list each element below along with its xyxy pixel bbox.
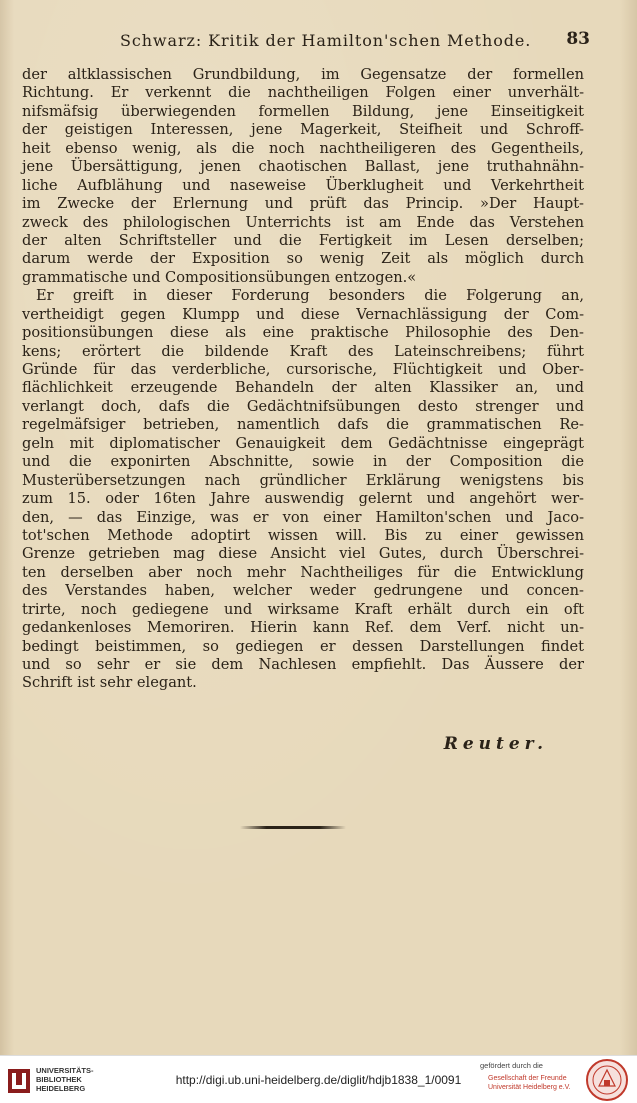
funded-by-label: gefördert durch die xyxy=(480,1061,543,1070)
library-name-line: UNIVERSITÄTS- xyxy=(36,1066,94,1075)
society-name-line: Gesellschaft der Freunde xyxy=(488,1075,567,1082)
society-name-line: Universität Heidelberg e.V. xyxy=(488,1084,571,1091)
text-line: Musterübersetzungen nach gründlicher Erklärung wenigstens bis xyxy=(22,471,584,489)
library-name-line: HEIDELBERG xyxy=(36,1084,86,1093)
text-line: zum 15. oder 16ten Jahre auswendig gelernt und angehört wer- xyxy=(22,490,584,508)
text-line: jene Übersättigung, jenen chaotischen Ballast, jene truthahnähn- xyxy=(22,158,584,176)
text-line: und so sehr er sie dem Nachlesen empfiehlt. Das Äussere der xyxy=(22,656,584,673)
text-line: ten derselben aber noch mehr Nachtheiliges für die Entwicklung xyxy=(22,563,584,581)
text-line: verlangt doch, dafs die Gedächtnifsübungen desto strenger und xyxy=(22,397,584,415)
text-line: gedankenloses Memoriren. Hierin kann Ref. dem Verf. nicht un- xyxy=(22,619,584,637)
text-line: Grenze getrieben mag diese Ansicht viel Gutes, durch Überschrei- xyxy=(22,545,584,563)
text-line: der geistigen Interessen, jene Magerkeit, Steifheit und Schroff- xyxy=(22,121,584,139)
permalink-url[interactable]: http://digi.ub.uni-heidelberg.de/diglit/hdjb1838_1/0091 xyxy=(175,1073,462,1087)
text-line: der alten Schriftsteller und die Fertigkeit im Lesen derselben; xyxy=(22,231,584,249)
text-line: darum werde der Exposition so wenig Zeit als möglich durch xyxy=(22,250,584,268)
text-line: Er greift in dieser Forderung besonders die Folgerung an, xyxy=(36,287,584,305)
running-title: Schwarz: Kritik der Hamilton'schen Methode. xyxy=(120,31,532,50)
text-line: Gründe für das verderbliche, cursorische, Flüchtigkeit und Ober- xyxy=(22,361,584,378)
text-line: flächlichkeit erzeugende Behandeln der alten Klassiker an, und xyxy=(22,379,584,397)
text-line: kens; erörtert die bildende Kraft des Lateinschreibens; führt xyxy=(22,342,584,360)
society-name xyxy=(488,1074,571,1092)
text-line: im Zwecke der Erlernung und prüft das Princip. »Der Haupt- xyxy=(22,195,584,213)
page-header xyxy=(20,28,590,54)
text-line: positionsübungen diese als eine praktische Philosophie des Den- xyxy=(22,324,584,342)
text-line: heit ebenso wenig, als die noch nachtheiligeren des Gegentheils, xyxy=(22,139,584,157)
text-line: tot'schen Methode adoptirt wissen will. Bis zu einer gewissen xyxy=(22,526,584,544)
text-line: vertheidigt gegen Klumpp und diese Vernachlässigung der Com- xyxy=(22,305,584,323)
text-line: Richtung. Er verkennt die nachtheiligen Folgen einer unverhält- xyxy=(22,84,584,102)
text-line: trirte, noch gediegene und wirksame Kraft erhält durch ein oft xyxy=(22,600,584,618)
viewer-footer xyxy=(0,1055,637,1103)
text-line: liche Aufblähung und naseweise Überklugheit und Verkehrtheit xyxy=(22,176,584,194)
text-line: grammatische und Compositionsübungen entzogen.« xyxy=(22,268,417,286)
body-text xyxy=(22,66,584,693)
page-number: 83 xyxy=(566,29,590,49)
text-line: den, — das Einzige, was er von einer Hamilton'schen und Jaco- xyxy=(22,508,584,526)
text-line: regelmäfsiger betrieben, namentlich dafs die grammatischen Re- xyxy=(22,416,584,434)
text-line: des Verstandes haben, welcher weder gedrungene und concen- xyxy=(22,582,584,600)
text-line: und die exponirten Abschnitte, sowie in der Composition die xyxy=(22,453,584,471)
end-rule xyxy=(240,826,346,829)
university-seal-icon xyxy=(585,1058,629,1102)
author-signature: Reuter. xyxy=(443,734,548,754)
library-name-line: BIBLIOTHEK xyxy=(36,1075,82,1084)
text-line: nifsmäfsig überwiegenden formellen Bildung, jene Einseitigkeit xyxy=(22,102,584,120)
text-line: der altklassischen Grundbildung, im Gegensatze der formellen xyxy=(22,66,584,83)
text-line: Schrift ist sehr elegant. xyxy=(22,674,197,692)
text-line: zweck des philologischen Unterrichts ist am Ende das Verstehen xyxy=(22,213,584,231)
text-line: bedingt beistimmen, so gediegen er dessen Darstellungen findet xyxy=(22,637,584,655)
text-line: geln mit diplomatischer Genauigkeit dem Gedächtnisse eingeprägt xyxy=(22,434,584,452)
